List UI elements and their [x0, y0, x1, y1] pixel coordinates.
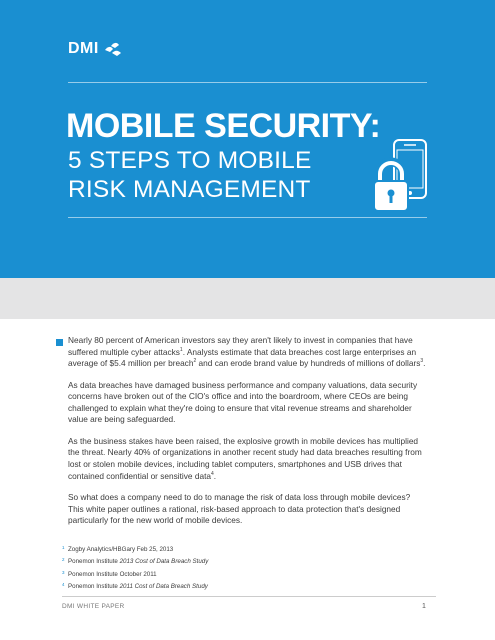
page-number: 1	[422, 603, 426, 610]
page-title: MOBILE SECURITY:	[66, 107, 381, 145]
footnote-ref: 3	[420, 358, 424, 365]
footnote-number: 4	[62, 581, 65, 587]
phone-lock-icon	[370, 138, 432, 218]
paragraph-4: So what does a company need to do to manage the risk of data loss through mobile devices? This white paper outlines a rational, risk-based approach to data protection that's designed particularly for the new world of mobile devices.	[68, 491, 411, 526]
dmi-logo	[68, 40, 123, 58]
footnote-text: Ponemon Institute	[68, 558, 120, 566]
paragraph-2: As data breaches have damaged business performance and company valuations, data security concerns have broken out of the CIO's office and into the boardroom, where CEOs are being challenged to explain what they're doing to ensure that vital revenue streams and shareholder value are being safeguarded.	[68, 379, 418, 425]
footnote-title: 2013 Cost of Data Breach Study	[119, 558, 209, 566]
body-text	[68, 335, 428, 537]
bottom-divider	[68, 217, 427, 218]
square-bullet-icon	[56, 339, 63, 346]
footer-label: DMI WHITE PAPER	[62, 603, 125, 610]
footnote-title: 2011 Cost of Data Breach Study	[119, 582, 208, 590]
top-divider	[68, 82, 427, 83]
paragraph-1	[68, 335, 428, 370]
footnote-ref: 1	[179, 346, 183, 353]
footnote-ref: 2	[193, 358, 197, 365]
subtitle-line-2: RISK MANAGEMENT	[68, 176, 311, 203]
footnote-number: 2	[62, 557, 65, 563]
footnote-text: Ponemon Institute October 2011	[68, 570, 157, 578]
p3-text-a: As the business stakes have been raised, the explosive growth in mobile devices has multiplied the threat. Nearly 40% of organizations in another recent study had data breaches resulting from lost or stolen mobile devices, including tablet computers, smartphones and USB drives that contained confidential or sensitive data	[68, 435, 422, 481]
p3-text-b: .	[213, 470, 217, 481]
paragraph-3	[68, 436, 428, 482]
footnote-2	[62, 555, 362, 567]
p1-text-d: .	[423, 358, 426, 369]
p1-text-b: . Analysts estimate that data breaches cost large enterprises an average of $5.4 million per breach	[68, 346, 417, 369]
p1-text-c: and can erode brand value by hundreds of millions of dollars	[196, 358, 421, 369]
p1-text-a: Nearly 80 percent of American investors say they aren't likely to invest in companies that have suffered multiple cyber attacks	[68, 335, 413, 357]
subtitle-line-1: 5 STEPS TO MOBILE	[68, 147, 312, 174]
gray-band	[0, 278, 495, 319]
footnote-1	[62, 543, 362, 555]
footnotes	[62, 543, 362, 592]
dmi-bird-icon	[103, 40, 123, 58]
footnote-ref: 4	[210, 470, 214, 477]
hero-banner	[0, 0, 495, 278]
footnote-3	[62, 568, 362, 580]
footer-divider	[62, 596, 436, 597]
footnote-number: 1	[62, 545, 65, 550]
footnote-number: 3	[62, 569, 65, 575]
footnote-text: Ponemon Institute	[68, 582, 120, 590]
footnote-text: Zogby Analytics/HBGary Feb 25, 2013	[68, 546, 174, 553]
page-subtitle	[68, 146, 312, 204]
footnote-4	[62, 580, 362, 592]
logo-text: DMI	[68, 40, 99, 57]
